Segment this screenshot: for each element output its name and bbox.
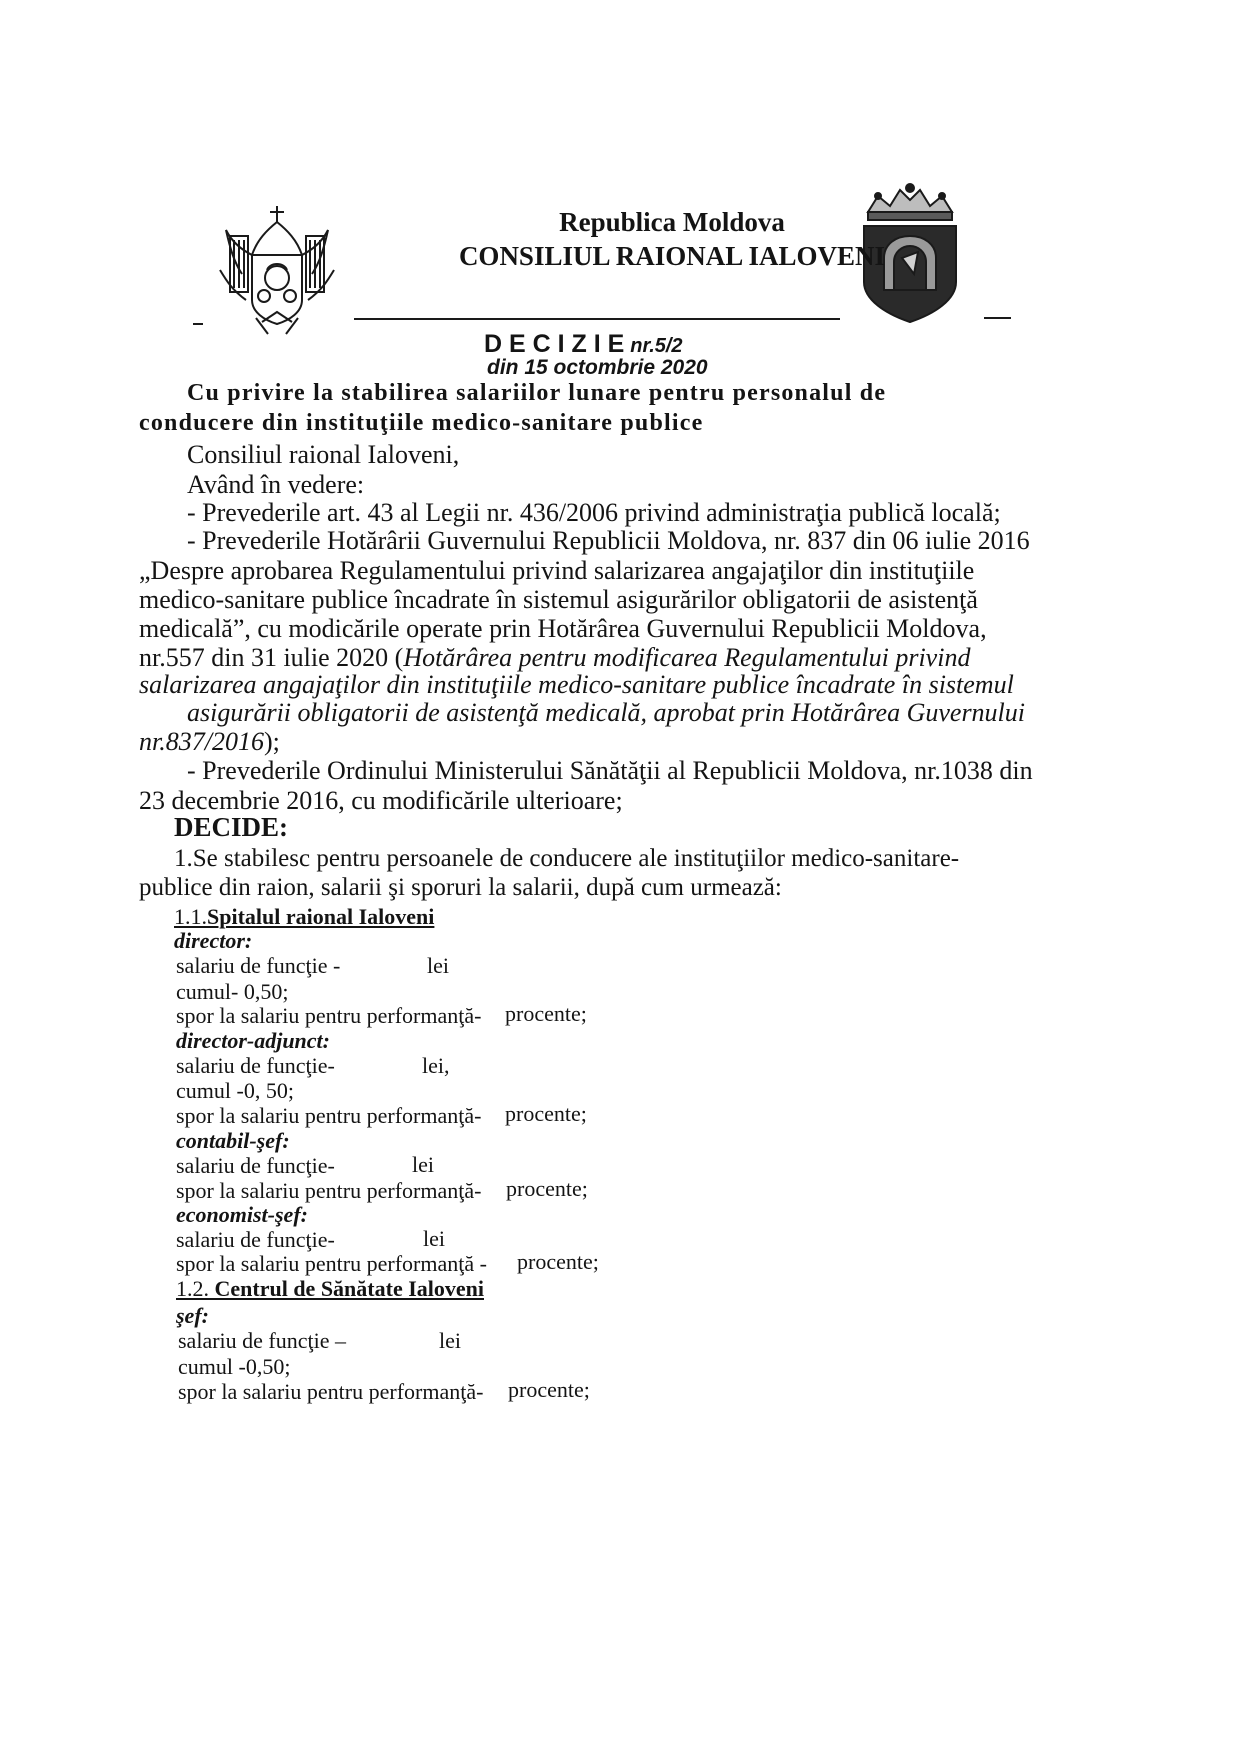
country-name: Republica Moldova [559,207,785,237]
provision-2-line-1: - Prevederile Hotărârii Guvernului Republicii Moldova, nr. 837 din 06 iulie 2016 [187,526,1030,555]
adjunct-bonus-label: spor la salariu pentru performanţă- [176,1103,482,1128]
decision-number: nr.5/2 [630,335,683,357]
director-salary-unit: lei [427,953,449,978]
left-dash [193,323,203,325]
considering-line: Având în vedere: [187,470,365,499]
economist-salary-unit: lei [423,1226,445,1251]
accountant-bonus-unit: procente; [506,1176,588,1201]
point-1-line-1: 1.Se stabilesc pentru persoanele de conducere ale instituţiilor medico-sanitare- [174,845,960,872]
subject-line-2: conducere din instituţiile medico-sanitare publice [139,410,704,436]
accountant-bonus-label: spor la salariu pentru performanţă- [176,1178,482,1203]
adjunct-bonus-unit: procente; [505,1101,587,1126]
role-director: director: [174,928,253,953]
council-name: CONSILIUL RAIONAL IALOVENI [458,241,886,271]
head-salary-label: salariu de funcţie – [178,1328,346,1353]
adjunct-salary-unit: lei, [422,1053,450,1078]
decision-date: din 15 octombrie 2020 [487,356,708,379]
economist-bonus-label: spor la salariu pentru performanţă - [176,1251,487,1276]
adjunct-salary-label: salariu de funcţie- [176,1053,335,1078]
economist-bonus-unit: procente; [517,1249,599,1274]
director-cumul: cumul- 0,50; [176,979,289,1004]
provision-2-line-3: medico-sanitare publice încadrate în sistemul asigurărilor obligatorii de asistenţă [139,585,978,614]
provision-2-line-5 [139,643,970,673]
provision-3-line-1: - Prevederile Ordinului Ministerului Sănătăţii al Republicii Moldova, nr.1038 din [187,756,1033,785]
head-bonus-label: spor la salariu pentru performanţă- [178,1379,484,1404]
role-head: şef: [176,1303,209,1328]
subject-line-1: Cu privire la stabilirea salariilor lunare pentru personalul de [187,380,887,406]
provision-2-line-4: medicală”, cu modicările operate prin Hotărârea Guvernului Republicii Moldova, [139,614,987,643]
header-rule [354,318,840,320]
adjunct-cumul: cumul -0, 50; [176,1078,294,1103]
section-1-2-number: 1.2. [176,1276,215,1301]
decision-word: D E C I Z I E [484,330,625,358]
accountant-salary-label: salariu de funcţie- [176,1153,335,1178]
director-bonus-unit: procente; [505,1001,587,1026]
role-director-adjunct: director-adjunct: [176,1028,330,1053]
amend-title-start: Hotărârea pentru modificarea Regulamentului privind [403,643,971,672]
accountant-salary-unit: lei [412,1152,434,1177]
gov-decision-close: ); [263,727,280,756]
provision-3-line-2: 23 decembrie 2016, cu modificările ulterioare; [139,786,623,815]
section-1-1-number: 1.1. [174,904,207,929]
council-line: Consiliul raional Ialoveni, [187,440,460,469]
decide-heading: DECIDE: [174,812,289,842]
director-bonus-label: spor la salariu pentru performanţă- [176,1003,482,1028]
role-chief-economist: economist-şef: [176,1202,308,1227]
provision-2-line-8 [139,727,280,757]
gov-decision-ref: nr.837/2016 [139,727,264,756]
provision-2-line-2: „Despre aprobarea Regulamentului privind salarizarea angajaţilor din instituţiile [139,556,975,585]
provision-2-line-6: salarizarea angajaţilor din instituţiile medico-sanitare publice încadrate în sistemul [139,670,1014,699]
decision-title [484,330,683,359]
amend-ref: nr.557 din 31 iulie 2020 ( [139,643,404,672]
provision-1: - Prevederile art. 43 al Legii nr. 436/2006 privind administraţia publică locală; [187,498,1001,527]
head-salary-unit: lei [439,1328,461,1353]
moldova-coat-of-arms-icon [212,200,342,340]
role-chief-accountant: contabil-şef: [176,1128,290,1153]
economist-salary-label: salariu de funcţie- [176,1227,335,1252]
section-1-2-title [176,1276,484,1302]
section-1-1-title [174,904,434,930]
right-dash [984,317,1011,319]
section-1-1-name: Spitalul raional Ialoveni [207,904,435,929]
head-bonus-unit: procente; [508,1377,590,1402]
director-salary-label: salariu de funcţie - [176,953,341,978]
provision-2-line-7: asigurării obligatorii de asistenţă medicală, aprobat prin Hotărârea Guvernului [187,698,1026,727]
section-1-2-name: Centrul de Sănătate Ialoveni [214,1276,484,1301]
head-cumul: cumul -0,50; [178,1354,291,1379]
point-1-line-2: publice din raion, salarii şi sporuri la salarii, după cum urmează: [139,874,782,901]
